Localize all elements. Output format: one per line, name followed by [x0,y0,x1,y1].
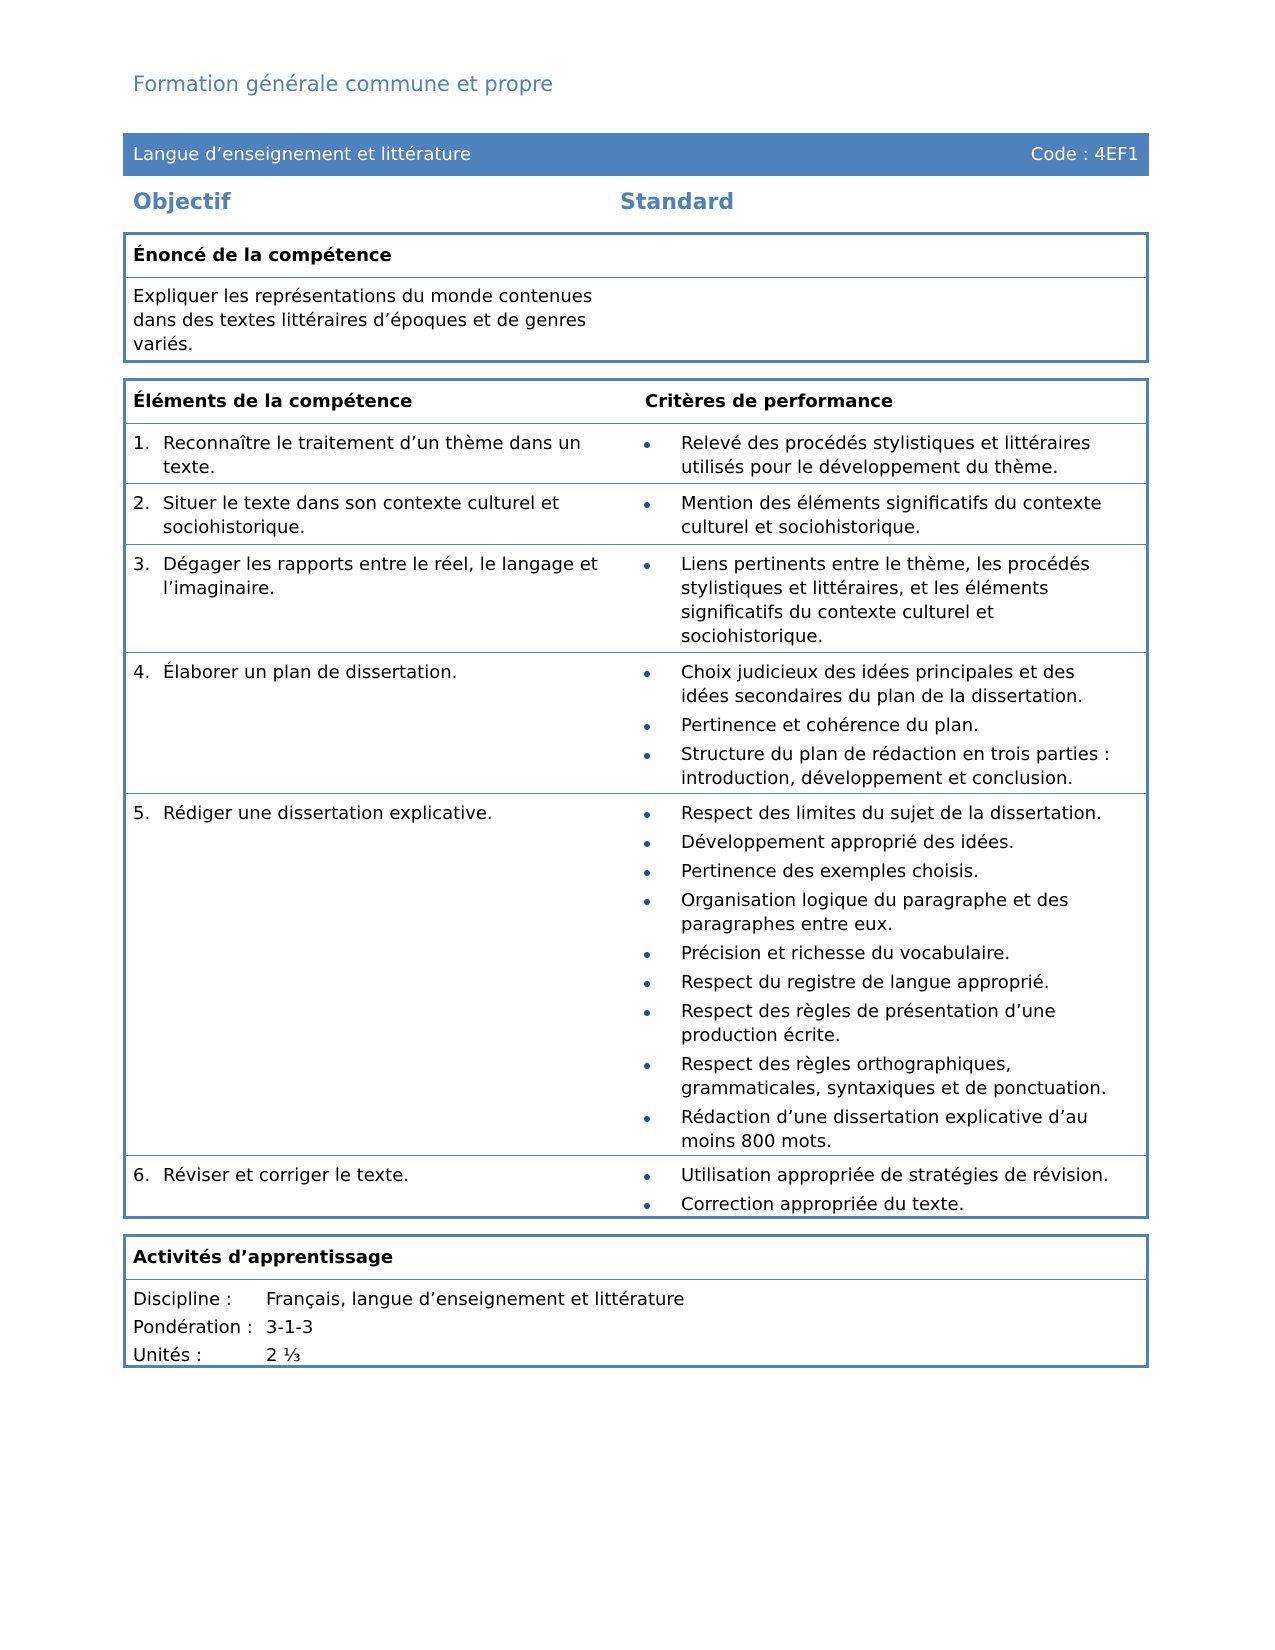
criterion: Choix judicieux des idées principales et des idées secondaires du plan de la dissertation. [638,661,1118,709]
element-text: Situer le texte dans son contexte culturel et sociohistorique. [163,493,560,538]
activity-value: 3-1-3 [266,1317,314,1338]
criterion: Utilisation appropriée de stratégies de révision. [638,1164,1118,1188]
element-number: 1. [133,433,151,454]
bullet-icon [644,1010,650,1016]
activities-body [126,1280,1146,1376]
element-cell [133,1164,603,1188]
element-text: Dégager les rapports entre le réel, le langage et l’imaginaire. [163,554,598,599]
enonce-text: Expliquer les représentations du monde contenues dans des textes littéraires d’époques et de genres variés. [133,286,593,355]
bullet-icon [644,1203,650,1209]
activity-line-discipline [133,1286,1139,1314]
criteria-cell [638,545,1118,655]
element-cell [133,553,603,601]
activity-line-units [133,1342,1139,1370]
criteria-column-heading: Critères de performance [645,391,894,412]
table-row [126,424,1146,484]
enonce-heading: Énoncé de la compétence [126,235,1146,278]
bullet-icon [644,753,650,759]
bullet-icon [644,899,650,905]
table-row [126,794,1146,1156]
criterion: Précision et richesse du vocabulaire. [638,942,1118,966]
activity-label: Discipline : [133,1289,232,1310]
table-row [126,653,1146,794]
element-cell [133,492,603,540]
element-text: Rédiger une dissertation explicative. [163,803,493,824]
table-row [126,545,1146,653]
bullet-icon [644,952,650,958]
elements-table-header [126,381,1146,424]
activity-line-ponderation [133,1314,1139,1342]
criterion: Correction appropriée du texte. [638,1193,1118,1217]
table-row [126,1156,1146,1222]
table-row [126,484,1146,545]
element-cell [133,802,603,826]
criterion: Respect du registre de langue approprié. [638,971,1118,995]
element-text: Élaborer un plan de dissertation. [163,662,458,683]
criteria-cell [638,424,1118,486]
criterion: Liens pertinents entre le thème, les procédés stylistiques et littéraires, et les éléments significatifs du contexte culturel et sociohistorique. [638,553,1118,649]
element-cell [133,661,603,685]
activity-value: 2 ⅓ [266,1345,301,1366]
criteria-cell [638,484,1118,546]
enonce-box [123,232,1149,363]
activity-label: Unités : [133,1345,202,1366]
element-text: Réviser et corriger le texte. [163,1165,409,1186]
bullet-icon [644,1116,650,1122]
element-number: 2. [133,493,151,514]
course-name: Langue d’enseignement et littérature [133,144,471,165]
criterion: Relevé des procédés stylistiques et littéraires utilisés pour le développement du thème. [638,432,1118,480]
element-number: 6. [133,1165,151,1186]
criterion: Respect des règles orthographiques, grammaticales, syntaxiques et de ponctuation. [638,1053,1118,1101]
bullet-icon [644,442,650,448]
bullet-icon [644,841,650,847]
element-number: 4. [133,662,151,683]
bullet-icon [644,870,650,876]
criterion: Respect des limites du sujet de la dissertation. [638,802,1118,826]
criterion: Respect des règles de présentation d’une production écrite. [638,1000,1118,1048]
activities-heading: Activités d’apprentissage [126,1237,1146,1280]
elements-column-heading: Éléments de la compétence [133,391,413,412]
course-code: Code : 4EF1 [1030,144,1139,165]
criterion: Mention des éléments significatifs du contexte culturel et sociohistorique. [638,492,1118,540]
bullet-icon [644,563,650,569]
standard-heading: Standard [620,190,735,215]
elements-table [123,378,1149,1219]
criteria-cell [638,653,1118,797]
bullet-icon [644,812,650,818]
criteria-cell [638,794,1118,1160]
element-text: Reconnaître le traitement d’un thème dans un texte. [163,433,581,478]
criterion: Structure du plan de rédaction en trois parties : introduction, développement et conclusion. [638,743,1118,791]
bullet-icon [644,671,650,677]
criterion: Développement approprié des idées. [638,831,1118,855]
activities-box [123,1234,1149,1368]
bullet-icon [644,981,650,987]
activity-value: Français, langue d’enseignement et littérature [266,1289,685,1310]
criteria-cell [638,1156,1118,1223]
bullet-icon [644,724,650,730]
course-banner [123,133,1149,176]
element-number: 3. [133,554,151,575]
bullet-icon [644,1063,650,1069]
element-cell [133,432,603,480]
criterion: Organisation logique du paragraphe et des paragraphes entre eux. [638,889,1118,937]
criterion: Pertinence des exemples choisis. [638,860,1118,884]
element-number: 5. [133,803,151,824]
bullet-icon [644,1174,650,1180]
section-subheads [133,190,1149,222]
objective-heading: Objectif [133,190,231,215]
page-title: Formation générale commune et propre [133,72,554,96]
criterion: Pertinence et cohérence du plan. [638,714,1118,738]
activity-label: Pondération : [133,1317,253,1338]
bullet-icon [644,502,650,508]
criterion: Rédaction d’une dissertation explicative d’au moins 800 mots. [638,1106,1118,1154]
